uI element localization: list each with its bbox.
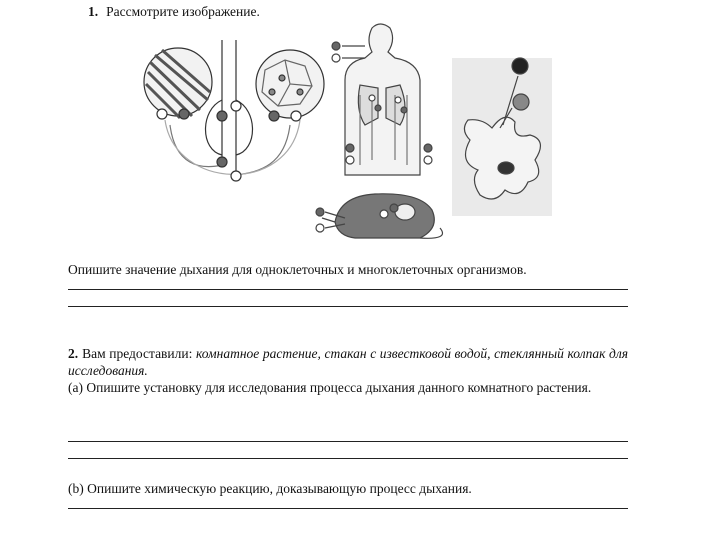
blood-gas-dot [269, 111, 279, 121]
blood-gas-dot [291, 111, 301, 121]
question-2-materials: комнатное растение, стакан с известковой водой, стеклянный колпак для исследования. [68, 346, 628, 378]
amoeba-diagram [452, 58, 552, 216]
muscle-fiber-circle [144, 48, 212, 116]
answer-line[interactable] [68, 289, 628, 290]
question-1-number: 1. [88, 4, 99, 19]
blood-gas-dot [217, 157, 227, 167]
question-2-header [68, 345, 628, 379]
respiration-illustration [0, 0, 720, 260]
question-2-intro: Вам предоставили: [82, 346, 193, 361]
question-1-text: Рассмотрите изображение. [106, 4, 260, 19]
question-2-part-a: (а) Опишите установку для исследования процесса дыхания данного комнатного растения. [68, 380, 592, 395]
blood-gas-dot [157, 109, 167, 119]
question-2-part-b: (b) Опишите химическую реакцию, доказывающую процесс дыхания. [68, 481, 472, 496]
blood-gas-dot [231, 101, 241, 111]
question-1-prompt: Опишите значение дыхания для одноклеточных и многоклеточных организмов. [68, 262, 527, 277]
answer-line[interactable] [68, 508, 628, 509]
answer-line[interactable] [68, 441, 628, 442]
tissue-gas-exchange-diagram [144, 40, 324, 181]
answer-line[interactable] [68, 458, 628, 459]
answer-line[interactable] [68, 306, 628, 307]
rat-diagram [316, 194, 443, 238]
blood-gas-dot [231, 171, 241, 181]
blood-gas-dot [179, 109, 189, 119]
blood-gas-dot [217, 111, 227, 121]
human-torso-diagram [332, 24, 432, 175]
question-2-number: 2. [68, 346, 79, 361]
